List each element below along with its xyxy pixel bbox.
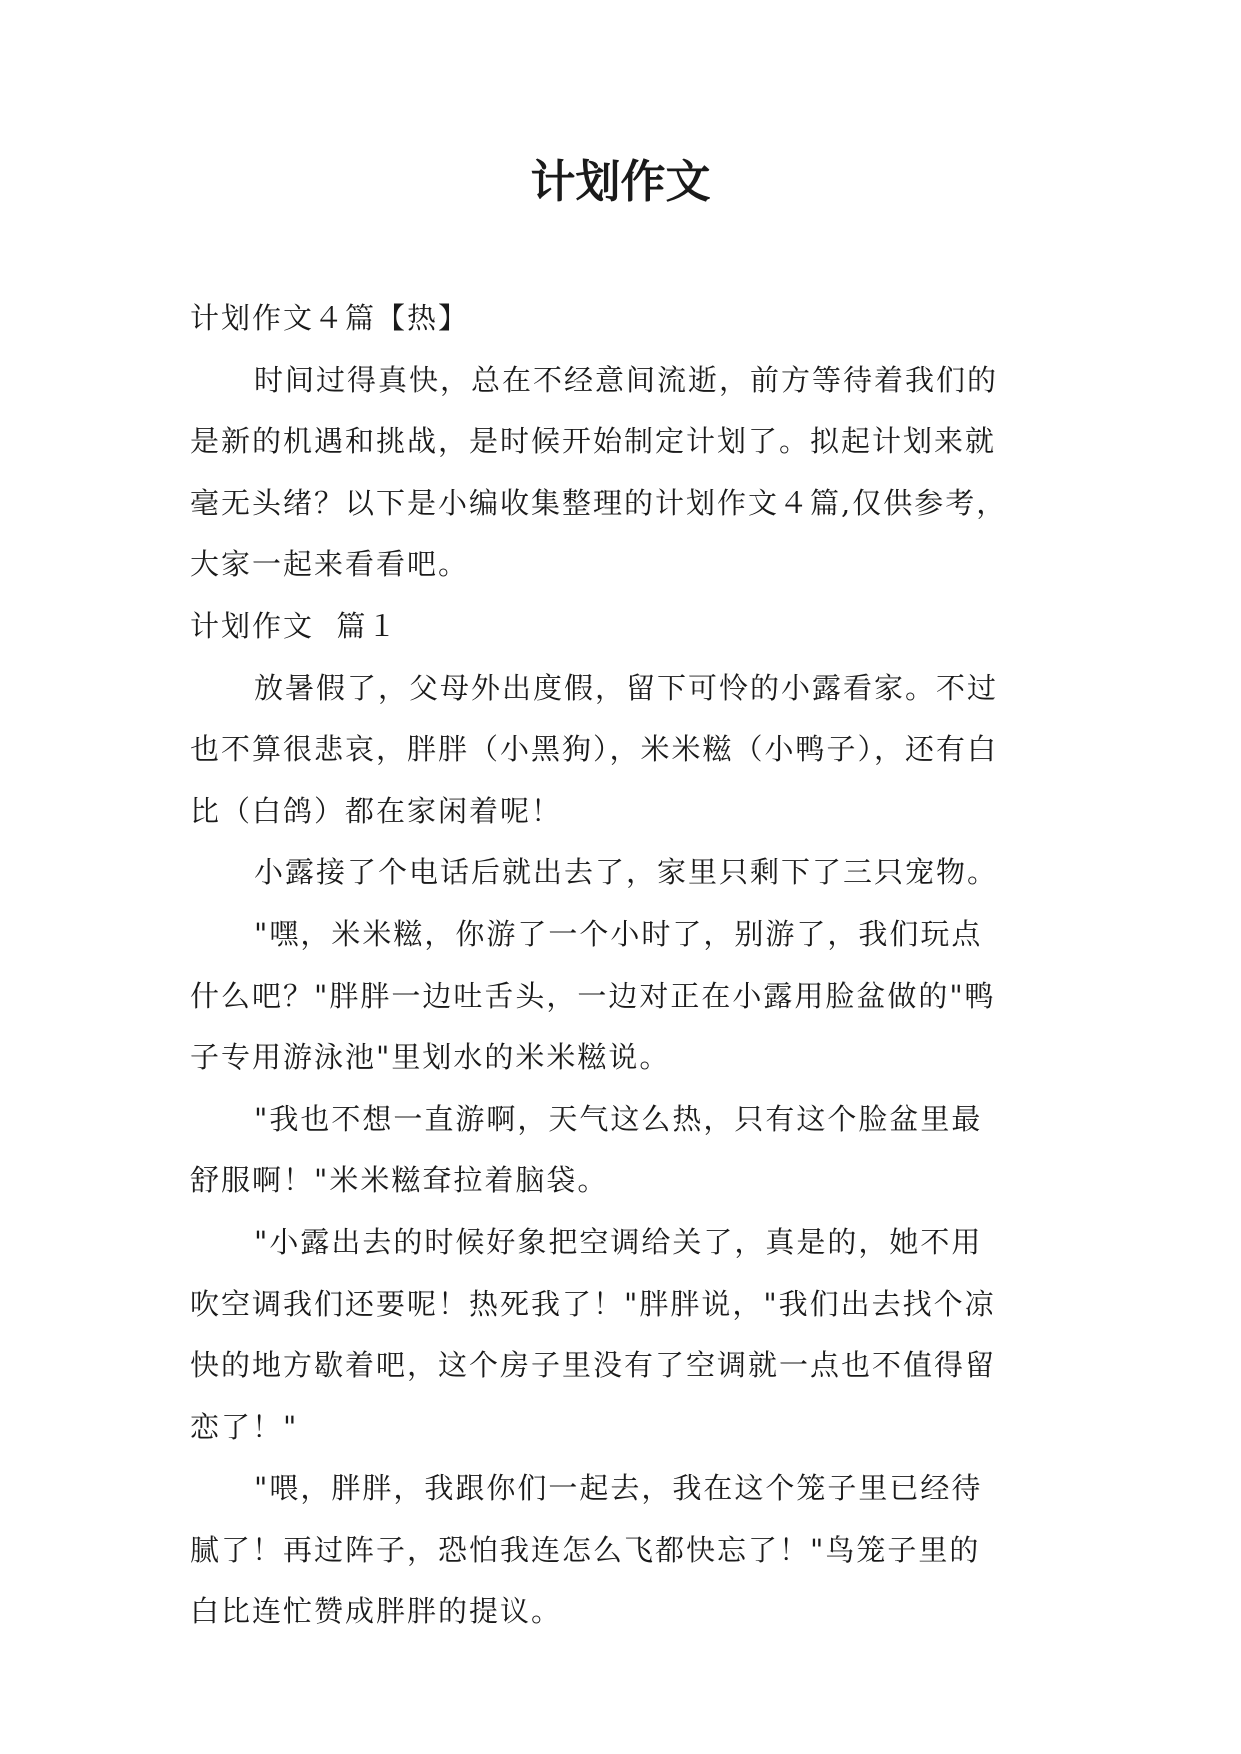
text-line: 也不算很悲哀，胖胖（小黑狗），米米糍（小鸭子），还有白 (190, 732, 999, 767)
text-line: 比（白鸽）都在家闲着呢！ (190, 793, 563, 828)
text-line: 计划作文 篇１ (190, 608, 399, 643)
text-line: "喂，胖胖，我跟你们一起去，我在这个笼子里已经待 (254, 1471, 983, 1506)
text-line: 放暑假了，父母外出度假，留下可怜的小露看家。不过 (254, 670, 999, 705)
text-line: "小露出去的时候好象把空调给关了，真是的，她不用 (254, 1224, 983, 1259)
text-line: 腻了！再过阵子，恐怕我连怎么飞都快忘了！"鸟笼子里的 (190, 1532, 981, 1567)
text-line: 是新的机遇和挑战，是时候开始制定计划了。拟起计划来就 (190, 424, 997, 459)
document-body (190, 288, 1050, 1643)
text-line: "我也不想一直游啊，天气这么热，只有这个脸盆里最 (254, 1101, 983, 1136)
text-line: 时间过得真快，总在不经意间流逝，前方等待着我们的 (254, 362, 999, 397)
text-line: 计划作文４篇【热】 (190, 301, 470, 335)
text-line: 毫无头绪？以下是小编收集整理的计划作文４篇,仅供参考， (190, 485, 1008, 520)
text-line: 小露接了个电话后就出去了，家里只剩下了三只宠物。 (254, 855, 999, 890)
text-line: 吹空调我们还要呢！热死我了！"胖胖说，"我们出去找个凉 (190, 1286, 996, 1321)
text-line: 快的地方歇着吧，这个房子里没有了空调就一点也不值得留 (190, 1348, 997, 1383)
text-line: 舒服啊！"米米糍耷拉着脑袋。 (190, 1163, 609, 1198)
text-line: 白比连忙赞成胖胖的提议。 (190, 1594, 563, 1629)
text-line: 子专用游泳池"里划水的米米糍说。 (190, 1040, 671, 1075)
text-line: "嘿，米米糍，你游了一个小时了，别游了，我们玩点 (254, 916, 983, 951)
text-line: 什么吧？"胖胖一边吐舌头，一边对正在小露用脸盆做的"鸭 (190, 978, 996, 1013)
document-title: 计划作文 (530, 155, 711, 208)
text-line: 恋了！" (190, 1409, 299, 1444)
text-line: 大家一起来看看吧。 (190, 547, 470, 582)
